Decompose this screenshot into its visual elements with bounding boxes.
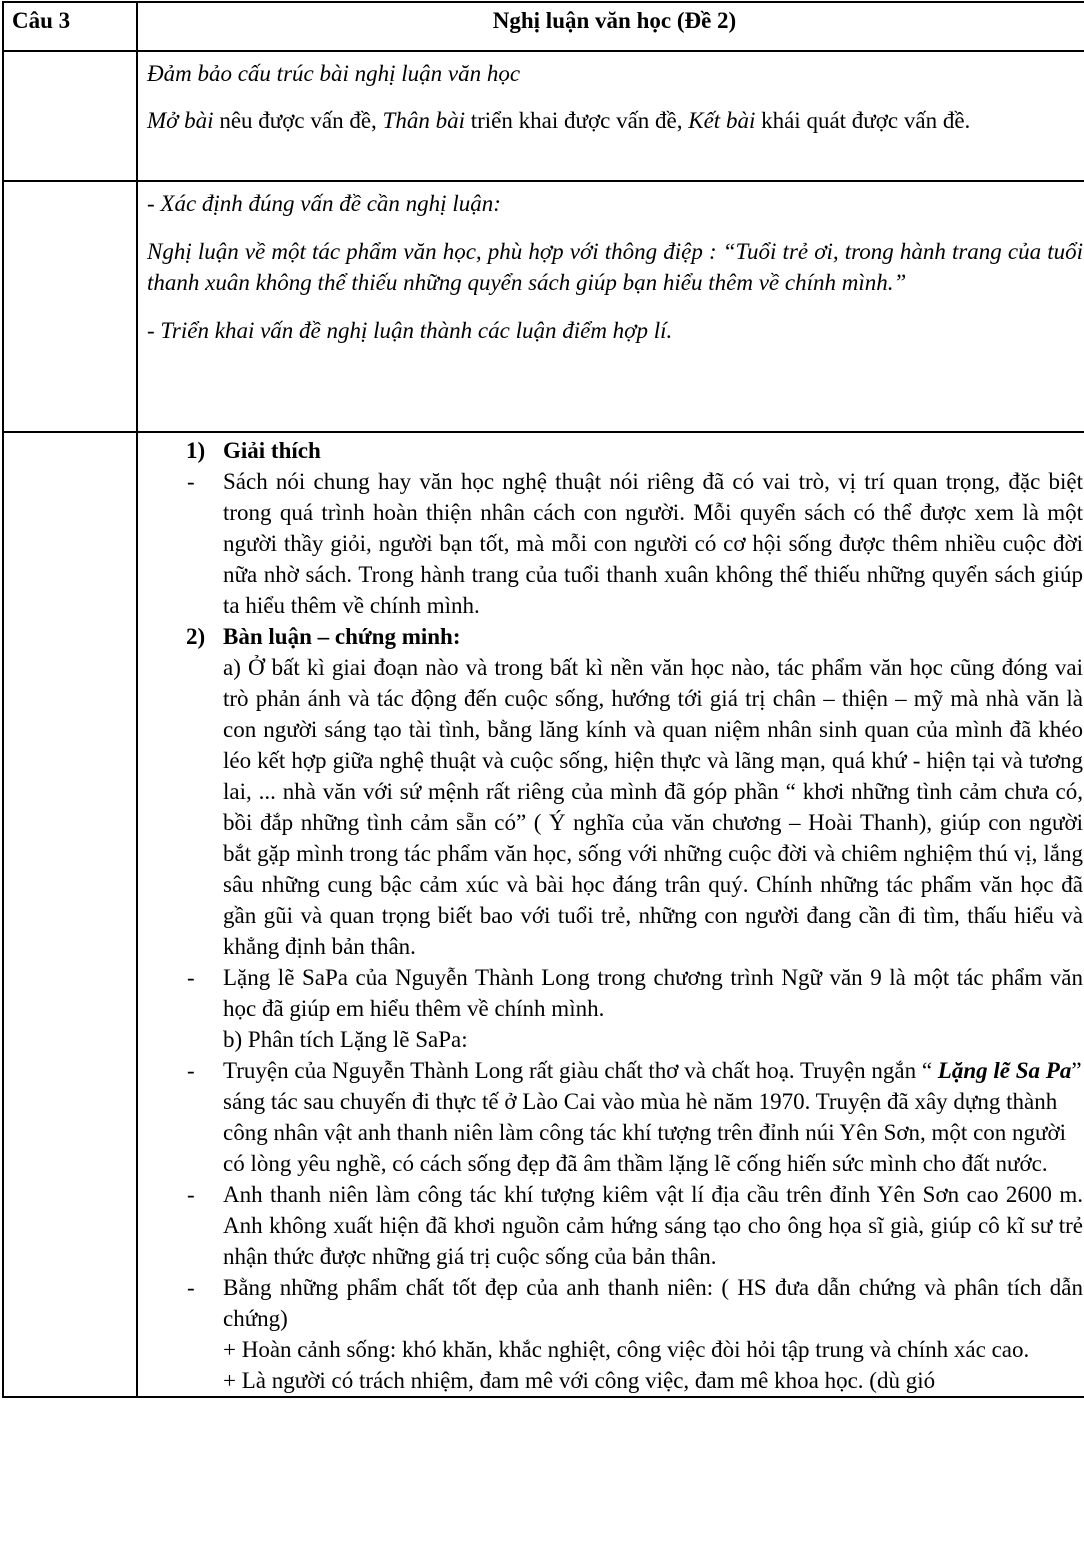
empty-cell [3,181,137,432]
section-heading: 1) Giải thích [186,438,321,463]
issue-heading: - Xác định đúng vấn đề cần nghị luận: [147,191,501,216]
question-number: Câu 3 [3,2,137,51]
empty-cell [3,51,137,181]
structure-cell [137,51,1084,181]
section-heading: 2) Bàn luận – chứng minh: [186,624,461,649]
structure-text: Mở bài nêu được vấn đề, Thân bài triển khai được vấn đề, Kết bài khái quát được vấn đề. [147,108,971,133]
list-item: - Anh thanh niên làm công tác khí tượng kiêm vật lí địa cầu trên đỉnh Yên Sơn cao 2600 m. Anh không xuất hiện đã khơi nguồn cảm hứng sáng tạo cho ông họa sĩ già, giúp cô kĩ sư trẻ nhận thức được những giá trị cuộc sống của bản thân. [187,1182,1083,1269]
issue-row [3,181,1084,432]
empty-cell [3,432,137,1397]
paragraph: + Hoàn cảnh sống: khó khăn, khắc nghiệt, công việc đòi hỏi tập trung và chính xác cao. [223,1337,1030,1362]
list-item: - Truyện của Nguyễn Thành Long rất giàu chất thơ và chất hoạ. Truyện ngắn “ Lặng lẽ Sa Pa” sáng tác sau chuyến đi thực tế ở Lào Cai vào mùa hè năm 1970. Truyện đã xây dựng thành công nhân vật anh thanh niên làm công tác khí tượng trên đỉnh núi Yên Sơn, một con người có lòng yêu nghề, có cách sống đẹp đã âm thầm lặng lẽ cống hiến sức mình cho đất nước. [187,1058,1082,1176]
paragraph: a) Ở bất kì giai đoạn nào và trong bất kì nền văn học nào, tác phẩm văn học cũng đóng vai trò phản ánh và tác động đến cuộc sống, hướng tới giá trị chân – thiện – mỹ mà nhà văn là con người sáng tạo tài tình, bằng lăng kính và quan niệm nhân sinh quan của mình đã khéo léo kết hợp giữa nghệ thuật và cuộc sống, hiện thực và lãng mạn, quá khứ - hiện tại và tương lai, ... nhà văn với sứ mệnh rất riêng của mình đã góp phần “ khơi những tình cảm chưa có, bồi đắp những tình cảm sẵn có” ( Ý nghĩa của văn chương – Hoài Thanh), giúp con người bắt gặp mình trong tác phẩm văn học, sống với những cuộc đời và chiêm nghiệm thú vị, lắng sâu những cung bậc cảm xúc và bài học đáng trân quý. Chính những tác phẩm văn học đã gần gũi và quan trọng biết bao với tuổi trẻ, những con người đang cần đi tìm, thấu hiểu và khẳng định bản thân. [223,655,1083,959]
content-row [3,432,1084,1397]
paragraph: b) Phân tích Lặng lẽ SaPa: [223,1027,468,1052]
issue-cell [137,181,1084,432]
structure-heading: Đảm bảo cấu trúc bài nghị luận văn học [147,61,521,86]
issue-plan: - Triển khai vấn đề nghị luận thành các luận điểm hợp lí. [147,318,673,343]
structure-row [3,51,1084,181]
list-item: - Sách nói chung hay văn học nghệ thuật nói riêng đã có vai trò, vị trí quan trọng, đặc biệt trong quá trình hoàn thiện nhân cách con người. Mỗi quyển sách có thể được xem là một người thầy giỏi, người bạn tốt, mà mỗi con người có cơ hội sống được thêm nhiều cuộc đời nữa nhờ sách. Trong hành trang của tuổi thanh xuân không thể thiếu những quyển sách giúp ta hiểu thêm về chính mình. [187,469,1083,618]
question-title: Nghị luận văn học (Đề 2) [137,2,1084,51]
issue-statement: Nghị luận về một tác phẩm văn học, phù hợp với thông điệp : “Tuổi trẻ ơi, trong hành trang của tuổi thanh xuân không thể thiếu những quyển sách giúp bạn hiểu thêm về chính mình.” [147,239,1083,295]
list-item: - Lặng lẽ SaPa của Nguyễn Thành Long trong chương trình Ngữ văn 9 là một tác phẩm văn học đã giúp em hiểu thêm về chính mình. [187,965,1083,1021]
answer-table [2,1,1084,1398]
paragraph: + Là người có trách nhiệm, đam mê với công việc, đam mê khoa học. (dù gió [223,1368,936,1393]
content-cell [137,432,1084,1397]
list-item: - Bằng những phẩm chất tốt đẹp của anh thanh niên: ( HS đưa dẫn chứng và phân tích dẫn chứng) [187,1275,1083,1331]
header-row [3,2,1084,51]
